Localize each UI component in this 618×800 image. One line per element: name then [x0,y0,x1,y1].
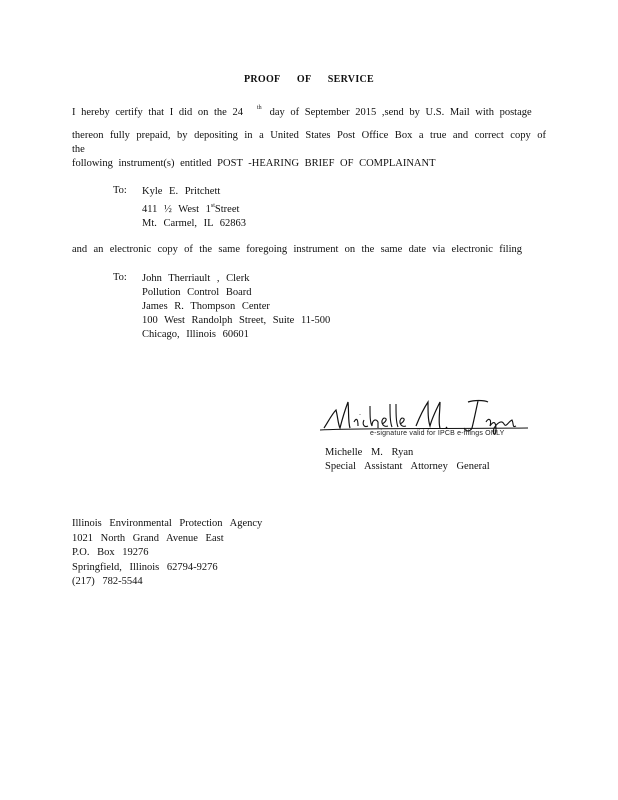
agency-line: P.O. Box 19276 [72,547,149,558]
street-suffix: st [210,203,215,209]
certify-line-1 [72,101,546,120]
recipient-1-street: 411 ½ West 1stStreet [142,203,240,215]
recipient-1-name: Kyle E. Pritchett [142,186,221,197]
certify-line-2: thereon fully prepaid, by depositing in a United States Post Office Box a true and correct copy of the [72,130,546,155]
agency-line: Illinois Environmental Protection Agency [72,518,263,529]
signer-block [325,446,490,474]
electronic-copy-line: and an electronic copy of the same foregoing instrument on the same date via electronic filing [72,244,522,255]
to-label-1: To: [113,185,127,196]
recipient-1-city: Mt. Carmel, IL 62863 [142,218,247,229]
day-suffix: th [256,105,262,111]
recipient-1-address [142,185,246,231]
recipient-2-line: John Therriault , Clerk [142,273,250,284]
agency-line: (217) 782-5544 [72,576,143,587]
signer-name: Michelle M. Ryan [325,447,414,458]
document-title: PROOF OF SERVICE [243,74,375,85]
agency-line: Springfield, Illinois 62794-9276 [72,561,218,573]
recipient-2-line: 100 West Randolph Street, Suite 11-500 [142,315,331,326]
recipient-2-line: Chicago, Illinois 60601 [142,329,249,340]
certify-text-start: I hereby certify that I did on the 24 [72,107,243,118]
recipient-2-address [142,272,330,342]
certify-line-3: following instrument(s) entitled POST -HEARING BRIEF OF COMPLAINANT [72,158,436,169]
signer-title: Special Assistant Attorney General [325,461,490,472]
e-signature-stamp: e-signature valid for IPCB e-filings ONLY [370,430,505,437]
recipient-2-line: James R. Thompson Center [142,301,270,312]
agency-line: 1021 North Grand Avenue East [72,532,224,544]
to-label-2: To: [113,272,127,283]
certify-text-end: day of September 2015 ,send by U.S. Mail with postage [269,107,532,118]
recipient-2-line: Pollution Control Board [142,287,252,298]
agency-address-block [72,517,262,590]
